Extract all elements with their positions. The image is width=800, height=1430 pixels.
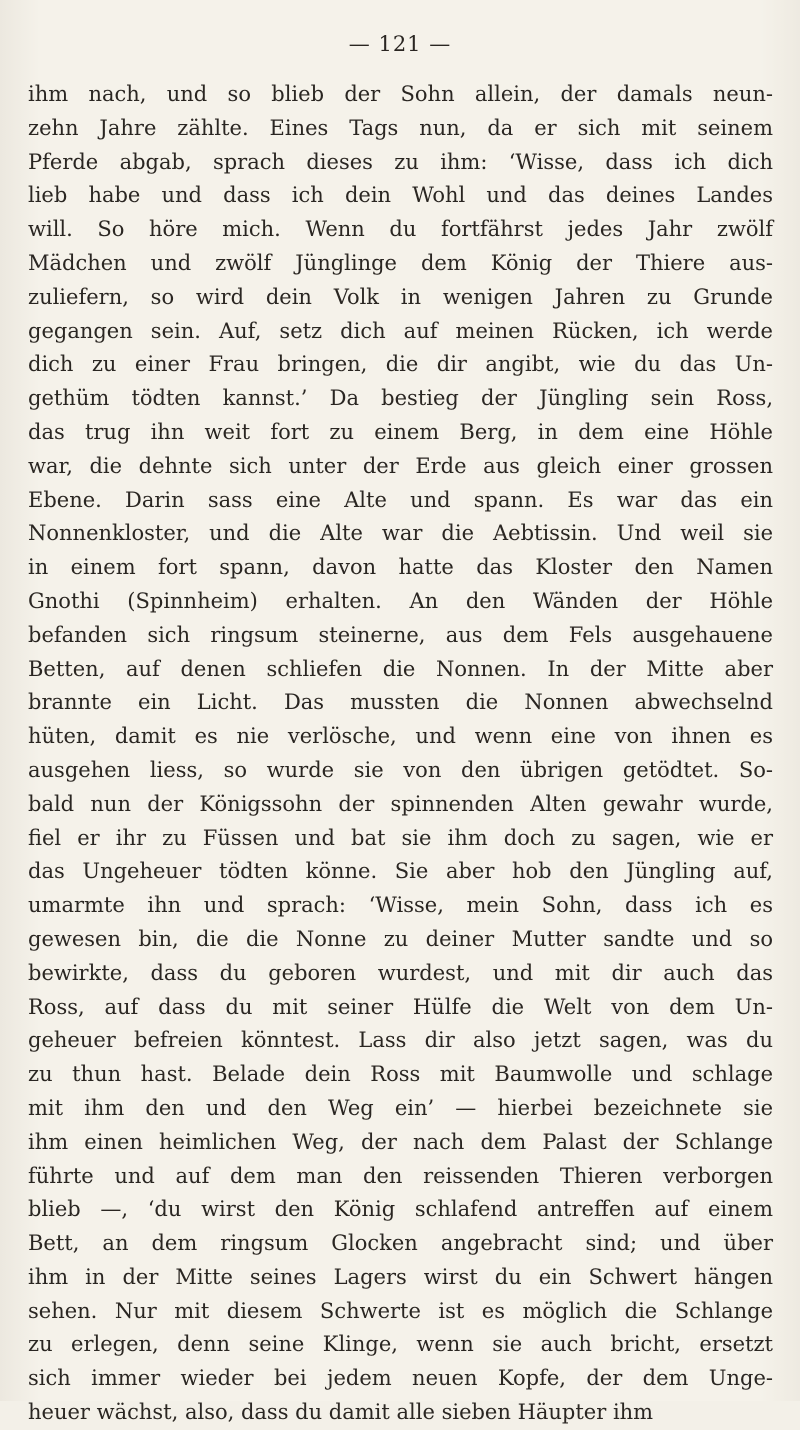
text-line: umarmte ihn und sprach: ‘Wisse, mein Sohn, dass ich es <box>28 893 773 918</box>
text-line: fiel er ihr zu Füssen und bat sie ihm doch zu sagen, wie er <box>28 825 773 850</box>
text-line: hüten, damit es nie verlösche, und wenn eine von ihnen es <box>28 724 773 749</box>
text-line: Pferde abgab, sprach dieses zu ihm: ‘Wisse, dass ich dich <box>28 149 773 174</box>
text-line: zu thun hast. Belade dein Ross mit Baumwolle und schlage <box>28 1062 773 1087</box>
text-line: heuer wächst, also, dass du damit alle sieben Häupter ihm <box>28 1400 654 1425</box>
text-line: das Ungeheuer tödten könne. Sie aber hob den Jüngling auf, <box>28 859 773 884</box>
text-line: zu erlegen, denn seine Klinge, wenn sie auch bricht, ersetzt <box>28 1332 773 1357</box>
text-line: Bett, an dem ringsum Glocken angebracht sind; und über <box>28 1231 773 1256</box>
body-text <box>28 78 773 1430</box>
text-line: zehn Jahre zählte. Eines Tags nun, da er sich mit seinem <box>28 115 773 140</box>
text-line: zuliefern, so wird dein Volk in wenigen Jahren zu Grunde <box>28 284 773 309</box>
text-line: mit ihm den und den Weg ein’ — hierbei bezeichnete sie <box>28 1095 773 1120</box>
text-line: bewirkte, dass du geboren wurdest, und mit dir auch das <box>28 960 773 985</box>
text-line: ihm in der Mitte seines Lagers wirst du ein Schwert hängen <box>28 1264 773 1289</box>
text-line: führte und auf dem man den reissenden Thieren verborgen <box>28 1163 773 1188</box>
text-line: geheuer befreien könntest. Lass dir also jetzt sagen, was du <box>28 1028 773 1053</box>
text-line: Betten, auf denen schliefen die Nonnen. In der Mitte aber <box>28 656 773 681</box>
text-line: brannte ein Licht. Das mussten die Nonnen abwechselnd <box>28 690 773 715</box>
text-line: sich immer wieder bei jedem neuen Kopfe, der dem Unge- <box>28 1366 773 1391</box>
text-line: Ross, auf dass du mit seiner Hülfe die Welt von dem Un- <box>28 994 773 1019</box>
text-line: befanden sich ringsum steinerne, aus dem Fels ausgehauene <box>28 622 773 647</box>
text-line: Nonnenkloster, und die Alte war die Aebtissin. Und weil sie <box>28 521 773 546</box>
text-line: gewesen bin, die die Nonne zu deiner Mutter sandte und so <box>28 926 773 951</box>
text-line: lieb habe und dass ich dein Wohl und das deines Landes <box>28 183 773 208</box>
text-line: ausgehen liess, so wurde sie von den übrigen getödtet. So- <box>28 757 773 782</box>
text-line: bald nun der Königssohn der spinnenden Alten gewahr wurde, <box>28 791 773 816</box>
text-line: ihm nach, und so blieb der Sohn allein, der damals neun- <box>28 82 773 106</box>
text-line: gethüm tödten kannst.’ Da bestieg der Jüngling sein Ross, <box>28 386 773 411</box>
text-line: Gnothi (Spinnheim) erhalten. An den Wänden der Höhle <box>28 588 773 613</box>
text-line: ihm einen heimlichen Weg, der nach dem Palast der Schlange <box>28 1129 773 1154</box>
text-line: blieb —, ‘du wirst den König schlafend antreffen auf einem <box>28 1197 773 1222</box>
text-line: Ebene. Darin sass eine Alte und spann. Es war das ein <box>28 487 773 512</box>
text-line: gegangen sein. Auf, setz dich auf meinen Rücken, ich werde <box>28 318 773 343</box>
page-number: — 121 — <box>348 32 452 56</box>
text-line: war, die dehnte sich unter der Erde aus gleich einer grossen <box>28 453 773 478</box>
text-line: das trug ihn weit fort zu einem Berg, in dem eine Höhle <box>28 419 773 444</box>
text-line: Mädchen und zwölf Jünglinge dem König der Thiere aus- <box>28 250 773 275</box>
text-line: sehen. Nur mit diesem Schwerte ist es möglich die Schlange <box>28 1298 773 1323</box>
text-line: dich zu einer Frau bringen, die dir angibt, wie du das Un- <box>28 352 773 377</box>
text-line: will. So höre mich. Wenn du fortfährst jedes Jahr zwölf <box>28 217 773 242</box>
text-line: in einem fort spann, davon hatte das Kloster den Namen <box>28 555 773 580</box>
